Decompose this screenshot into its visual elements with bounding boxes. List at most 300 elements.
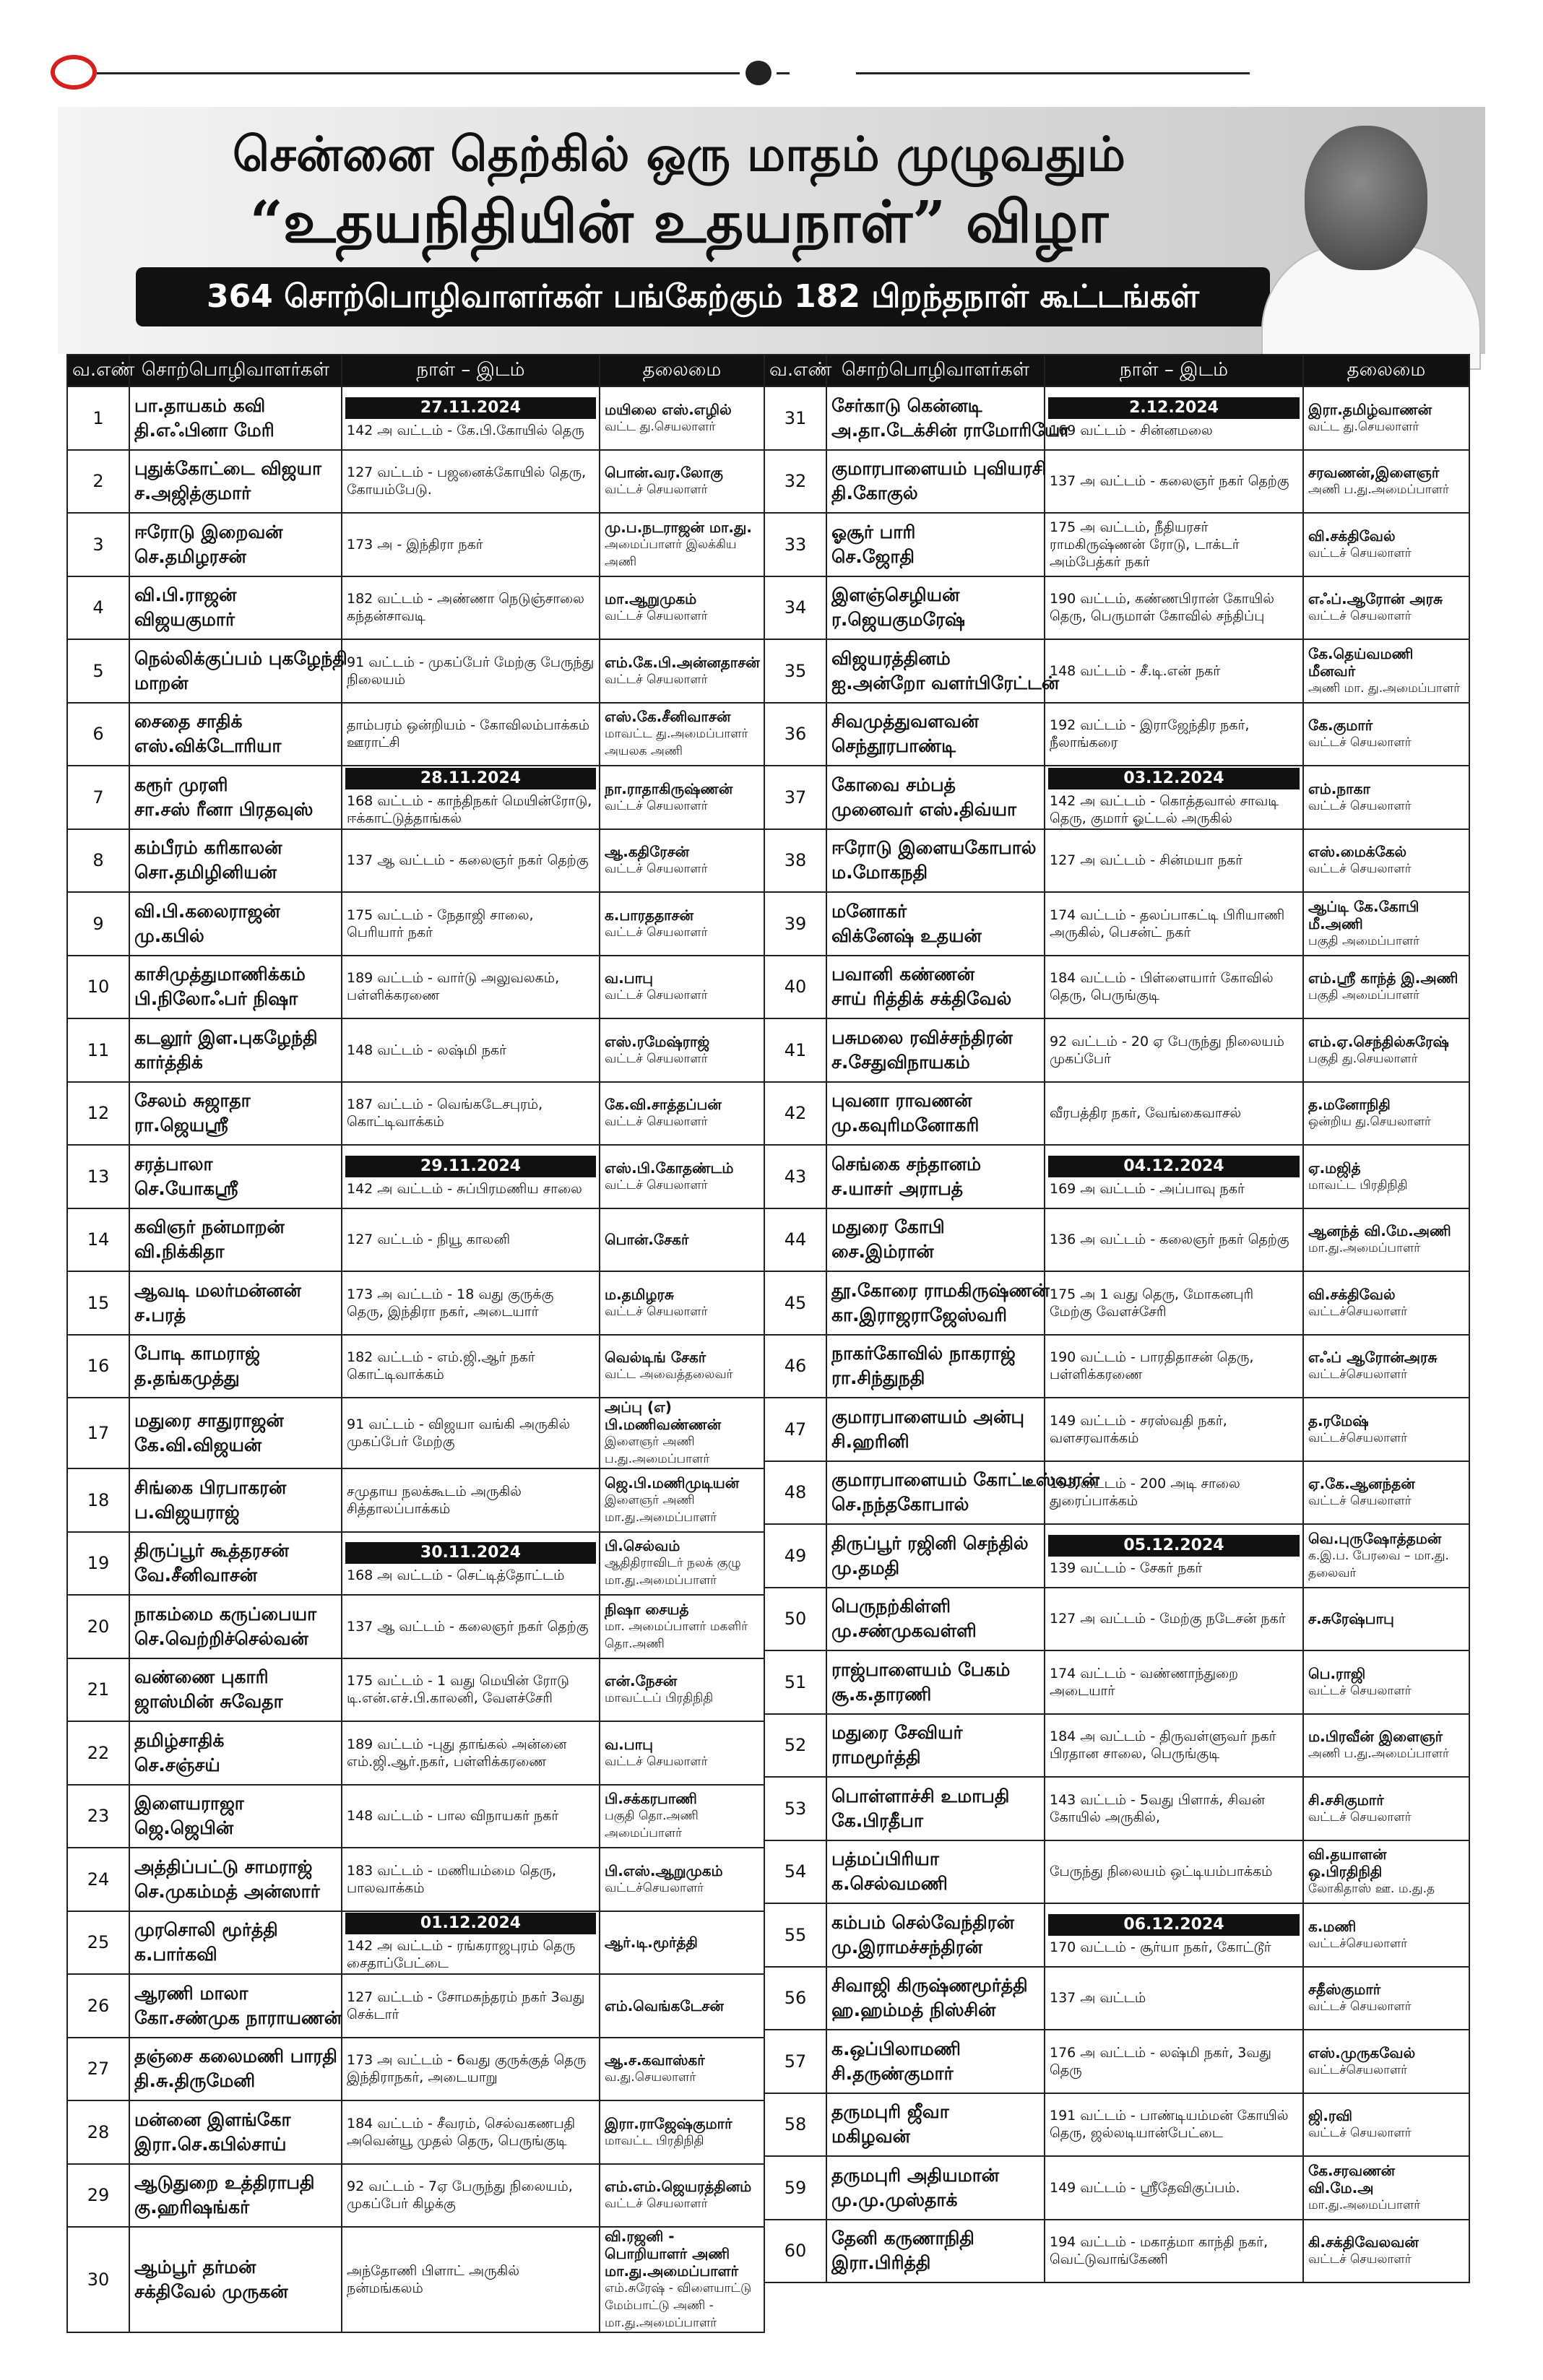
event-venue: 127 வட்டம் - சோமசுந்தரம் நகர் 3வது செக்டார் bbox=[347, 1989, 585, 2022]
chair-role: வட்டச் செயலாளர் bbox=[1308, 862, 1412, 877]
speakers-cell bbox=[129, 766, 342, 829]
chair-cell bbox=[1303, 1208, 1469, 1272]
event-venue: 142 அ வட்டம் - கொத்தவால் சாவடி தெரு, குமார் ஓட்டல் அருகில் bbox=[1050, 792, 1279, 826]
speaker-name: மன்னை இளங்கோ bbox=[134, 2108, 291, 2130]
speaker-name: மதுரை சேவியர் bbox=[831, 1722, 963, 1744]
date-place-cell bbox=[1045, 1903, 1303, 1967]
event-venue: 175 வட்டம் - 1 வது மெயின் ரோடு டி.என்.எச்.பி.காலனி, வேளச்சேரி bbox=[347, 1673, 570, 1707]
speaker-name: நாகம்மை கருப்பையா bbox=[134, 1603, 317, 1624]
speaker-name: புதுக்கோட்டை விஜயா bbox=[134, 458, 322, 480]
chair-name: பொன்.வர.லோகு bbox=[605, 464, 723, 482]
chair-cell bbox=[1303, 1840, 1469, 1904]
table-row bbox=[764, 450, 1469, 514]
table-row bbox=[764, 386, 1469, 450]
speaker-name: ராஜ்பாளையம் பேகம் bbox=[831, 1658, 1011, 1680]
row-number: 1 bbox=[67, 386, 129, 450]
table-row bbox=[764, 2220, 1469, 2283]
row-number: 11 bbox=[67, 1018, 129, 1082]
row-number: 4 bbox=[67, 576, 129, 640]
speaker-name: ச.யாசர் அராபத் bbox=[831, 1177, 964, 1199]
event-venue: 173 அ - இந்திரா நகர் bbox=[347, 536, 483, 553]
col-header-no: வ.எண் bbox=[764, 355, 826, 386]
chair-role: வட்டச் செயலாளர் bbox=[605, 483, 708, 498]
date-place-cell bbox=[342, 450, 600, 514]
event-venue: 194 வட்டம் - மகாத்மா காந்தி நகர், வெட்டுவாங்கேணி bbox=[1050, 2234, 1268, 2268]
speaker-name: ஜாஸ்மின் சுவேதா bbox=[134, 1691, 283, 1713]
speaker-name: பி.நிலோஃபர் நிஷா bbox=[134, 988, 298, 1010]
speakers-cell bbox=[129, 1018, 342, 1082]
speaker-name: தமிழ்சாதிக் bbox=[134, 1729, 225, 1751]
table-row bbox=[67, 1468, 764, 1532]
table-row bbox=[764, 1840, 1469, 1904]
chair-cell bbox=[1303, 1335, 1469, 1398]
table-row bbox=[67, 1532, 764, 1596]
chair-name: ஜெ.பி.மணிமுடியன் bbox=[605, 1474, 740, 1492]
speaker-name: ரா.ஜெயஸ்ரீ bbox=[134, 1115, 228, 1136]
speaker-name: செ.ஜோதி bbox=[831, 545, 915, 567]
date-place-cell bbox=[342, 1532, 600, 1596]
event-venue: 91 வட்டம் - விஜயா வங்கி அருகில் முகப்பேர் மேற்கு bbox=[347, 1416, 571, 1450]
chair-name: எம்.ஸ்ரீ காந்த் இ.அணி bbox=[1308, 969, 1458, 987]
speaker-name: சிங்கை பிரபாகரன் bbox=[134, 1476, 287, 1498]
speakers-cell bbox=[129, 1658, 342, 1722]
speakers-cell bbox=[826, 766, 1045, 829]
event-venue: 149 வட்டம் - சரஸ்வதி நகர், வளசரவாக்கம் bbox=[1050, 1412, 1227, 1446]
event-venue: சமுதாய நலக்கூடம் அருகில் சித்தாலப்பாக்கம் bbox=[347, 1483, 522, 1517]
row-number: 39 bbox=[764, 892, 826, 956]
date-place-cell bbox=[1045, 1650, 1303, 1714]
speakers-cell bbox=[129, 1785, 342, 1848]
chair-name: எஸ்.முருகவேல் bbox=[1308, 2043, 1416, 2061]
event-venue: வீரபத்திர நகர், வேங்கைவாசல் bbox=[1050, 1105, 1242, 1122]
date-place-cell bbox=[342, 892, 600, 956]
event-venue: 169 அ வட்டம் - அப்பாவு நகர் bbox=[1050, 1180, 1245, 1197]
row-number: 53 bbox=[764, 1777, 826, 1840]
chair-role: வட்டச் செயலாளர் bbox=[1308, 1683, 1412, 1698]
speakers-cell bbox=[129, 1271, 342, 1335]
event-venue: பேருந்து நிலையம் ஒட்டியம்பாக்கம் bbox=[1050, 1864, 1273, 1880]
chair-cell bbox=[1303, 2220, 1469, 2283]
chair-cell bbox=[600, 1082, 764, 1146]
date-place-cell bbox=[1045, 513, 1303, 576]
date-place-cell bbox=[342, 766, 600, 829]
speakers-cell bbox=[826, 386, 1070, 450]
speaker-name: சா.சஸ் ரீனா பிரதவுஸ் bbox=[134, 798, 314, 820]
page-header-rule bbox=[51, 52, 1250, 95]
speaker-name: தூ.கோரை ராமகிருஷ்ணன் bbox=[831, 1279, 1050, 1301]
speaker-name: கரூர் முரளி bbox=[134, 774, 228, 795]
table-row bbox=[764, 1777, 1469, 1840]
speaker-name: செ.சஞ்சய் bbox=[134, 1754, 220, 1775]
row-number: 44 bbox=[764, 1208, 826, 1272]
speakers-cell bbox=[129, 892, 342, 956]
speakers-cell bbox=[129, 1911, 342, 1975]
event-venue: 190 வட்டம் - பாரதிதாசன் தெரு, பள்ளிக்கரணை bbox=[1050, 1349, 1254, 1383]
chair-name: ஆ.ச.கவாஸ்கர் bbox=[605, 2051, 705, 2069]
speakers-cell bbox=[129, 1595, 342, 1658]
row-number: 56 bbox=[764, 1967, 826, 2030]
event-venue: 184 வட்டம் - பிள்ளையார் கோவில் தெரு, பெருங்குடி bbox=[1050, 970, 1274, 1004]
speakers-cell bbox=[826, 1335, 1045, 1398]
event-venue: 169 வட்டம் - சின்னமலை bbox=[1050, 422, 1213, 438]
speakers-cell bbox=[826, 1777, 1045, 1840]
chair-name: எஃப் ஆரோன்அரசு bbox=[1308, 1349, 1438, 1367]
chair-role: லோகிதாஸ் ஊ. ம.து.த bbox=[1308, 1882, 1435, 1897]
table-row bbox=[67, 766, 764, 829]
speaker-name: பவானி கண்ணன் bbox=[831, 964, 975, 985]
event-date: 28.11.2024 bbox=[345, 768, 596, 789]
chair-cell bbox=[600, 1468, 764, 1532]
speaker-name: சி.ஹரினி bbox=[831, 1430, 909, 1452]
speaker-name: புவனா ராவணன் bbox=[831, 1090, 972, 1112]
event-venue: 192 வட்டம் - இராஜேந்திர நகர், நீலாங்கரை bbox=[1050, 717, 1250, 751]
row-number: 54 bbox=[764, 1840, 826, 1904]
chair-cell bbox=[1303, 1903, 1469, 1967]
date-place-cell bbox=[342, 2164, 600, 2228]
speakers-cell bbox=[826, 1082, 1045, 1146]
chair-name: ஆர்.டி.மூர்த்தி bbox=[605, 1934, 698, 1952]
speakers-cell bbox=[129, 1082, 342, 1146]
speakers-cell bbox=[129, 639, 347, 703]
event-venue: தாம்பரம் ஒன்றியம் - கோவிலம்பாக்கம் ஊராட்சி bbox=[347, 717, 589, 751]
date-place-cell bbox=[342, 513, 600, 576]
chair-name: வெல்டிங் சேகர் bbox=[605, 1349, 706, 1367]
event-venue: அந்தோணி பிளாட் அருகில் நன்மங்கலம் bbox=[347, 2263, 520, 2296]
speaker-name: வி.பி.கலைராஜன் bbox=[134, 900, 280, 922]
speaker-name: குமாரபாளையம் கோட்டீஸ்வரன் bbox=[831, 1469, 1099, 1491]
chair-name: வ.பாபு bbox=[605, 969, 653, 987]
speaker-name: வண்ணை புகாரி bbox=[134, 1666, 269, 1688]
col-header-chair: தலைமை bbox=[1303, 355, 1469, 386]
speakers-cell bbox=[826, 1461, 1099, 1525]
date-place-cell bbox=[342, 2227, 600, 2332]
chair-name: எஸ்.பி.கோதண்டம் bbox=[605, 1159, 734, 1177]
chair-name: ம.பிரவீன் இளைஞர் bbox=[1308, 1728, 1443, 1746]
speaker-name: சை.இம்ரான் bbox=[831, 1241, 934, 1263]
chair-role: வட்டச் செயலாளர் bbox=[605, 862, 708, 877]
date-place-cell bbox=[1045, 956, 1303, 1019]
date-place-cell bbox=[1045, 1208, 1303, 1272]
chair-role: வட்டச் செயலாளர் bbox=[605, 1754, 708, 1769]
row-number: 12 bbox=[67, 1082, 129, 1146]
speaker-name: இளஞ்செழியன் bbox=[831, 584, 960, 606]
chair-cell bbox=[600, 386, 764, 450]
chair-role: வட்டச் செயலாளர் bbox=[605, 672, 708, 687]
speaker-name: சிவாஜி கிருஷ்ணமூர்த்தி bbox=[831, 1975, 1028, 1996]
chair-cell bbox=[1303, 1461, 1469, 1525]
date-place-cell bbox=[1045, 1840, 1303, 1904]
date-place-cell bbox=[1045, 1018, 1303, 1082]
event-venue: 184 வட்டம் - சீவரம், செல்வகணபதி அவென்யூ முதல் தெரு, பெருங்குடி bbox=[347, 2115, 576, 2149]
event-date: 29.11.2024 bbox=[345, 1156, 596, 1177]
row-number: 19 bbox=[67, 1532, 129, 1596]
speaker-name: ச.பரத் bbox=[134, 1304, 186, 1325]
speaker-name: வே.சீனிவாசன் bbox=[134, 1565, 257, 1586]
chair-name: பெ.ராஜி bbox=[1308, 1664, 1366, 1682]
speakers-cell bbox=[129, 2164, 342, 2228]
speaker-name: த.தங்கமுத்து bbox=[134, 1367, 240, 1389]
row-number: 21 bbox=[67, 1658, 129, 1722]
speakers-cell bbox=[826, 1588, 1045, 1651]
table-row bbox=[67, 1018, 764, 1082]
chair-name: வி.சக்திவேல் bbox=[1308, 1285, 1396, 1303]
speaker-name: சாய் ரித்திக் சக்திவேல் bbox=[831, 988, 1012, 1010]
speaker-name: ஆடுதுறை உத்திராபதி bbox=[134, 2172, 315, 2194]
speakers-cell bbox=[129, 1532, 342, 1596]
chair-role: வட்ட து.செயலாளர் bbox=[605, 419, 716, 434]
chair-name: மு.ப.நடராஜன் மா.து. bbox=[605, 518, 752, 536]
chair-name: அப்பு (எ) பி.மணிவண்ணன் bbox=[605, 1398, 722, 1433]
chair-cell bbox=[600, 892, 764, 956]
event-venue: 143 வட்டம் - 5வது பிளாக், சிவன் கோயில் அருகில், bbox=[1050, 1791, 1265, 1825]
date-place-cell bbox=[342, 1658, 600, 1722]
chair-name: எம்.ஏ.செந்தில்சுரேஷ் bbox=[1308, 1032, 1449, 1050]
chair-role: வ.து.செயலாளர் bbox=[605, 2070, 696, 2085]
speaker-name: செ.வெற்றிச்செல்வன் bbox=[134, 1627, 308, 1649]
chair-cell bbox=[1303, 2156, 1469, 2220]
table-row bbox=[67, 2038, 764, 2101]
event-venue: 92 வட்டம் - 7ஏ பேருந்து நிலையம், முகப்பேர் கிழக்கு bbox=[347, 2178, 573, 2212]
event-venue: 148 வட்டம் - சீ.டி.என் நகர் bbox=[1050, 662, 1221, 679]
speaker-name: கம்பம் செல்வேந்திரன் bbox=[831, 1911, 1014, 1933]
speakers-cell bbox=[129, 829, 342, 893]
speaker-name: தி.சு.திருமேனி bbox=[134, 2070, 256, 2092]
event-date: 01.12.2024 bbox=[345, 1913, 596, 1934]
table-row bbox=[764, 2093, 1469, 2157]
chair-cell bbox=[1303, 1145, 1469, 1208]
chair-role: மாவட்டப் பிரதிநிதி bbox=[605, 1691, 714, 1706]
chair-role: வட்டச் செயலாளர் bbox=[605, 1177, 708, 1193]
event-venue: 176 அ வட்டம் - லஷ்மி நகர், 3வது தெரு bbox=[1050, 2044, 1271, 2078]
chair-role: வட்டச் செயலாளர் bbox=[605, 925, 708, 940]
event-venue: 183 வட்டம் - மணியம்மை தெரு, பாலவாக்கம் bbox=[347, 1862, 557, 1896]
headline-line1: சென்னை தெற்கில் ஒரு மாதம் முழுவதும் bbox=[233, 126, 1125, 182]
row-number: 34 bbox=[764, 576, 826, 640]
event-venue: 173 அ வட்டம் - 18 வது குருக்கு தெரு, இந்திரா நகர், அடையார் bbox=[347, 1286, 554, 1320]
event-date: 03.12.2024 bbox=[1048, 768, 1300, 789]
col-header-place: நாள் – இடம் bbox=[1045, 355, 1303, 386]
date-place-cell bbox=[342, 2038, 600, 2101]
chair-role: வட்டச் செயலாளர் bbox=[1308, 2252, 1412, 2267]
chair-name: ச.சுரேஷ்பாபு bbox=[1308, 1610, 1394, 1628]
chair-cell bbox=[1303, 2093, 1469, 2157]
speakers-cell bbox=[129, 2227, 342, 2332]
chair-cell bbox=[600, 829, 764, 893]
chair-role: வட்டச்செயலாளர் bbox=[1308, 1936, 1408, 1951]
speaker-name: ம.மோகநதி bbox=[831, 862, 928, 883]
row-number: 47 bbox=[764, 1398, 826, 1461]
chair-cell bbox=[1303, 450, 1469, 514]
chair-cell bbox=[1303, 386, 1469, 450]
speakers-cell bbox=[826, 1145, 1045, 1208]
chair-name: எஸ்.மைக்கேல் bbox=[1308, 843, 1407, 861]
speaker-name: திருப்பூர் ரஜினி செந்தில் bbox=[831, 1532, 1029, 1554]
date-place-cell bbox=[1045, 703, 1303, 766]
chair-name: மா.ஆறுமுகம் bbox=[605, 590, 697, 608]
speaker-name: விஜயகுமார் bbox=[134, 609, 235, 631]
chair-name: கே.குமார் bbox=[1308, 717, 1373, 735]
date-place-cell bbox=[1045, 892, 1303, 956]
table-row bbox=[764, 1082, 1469, 1146]
date-place-cell bbox=[1045, 829, 1303, 893]
chair-role: பகுதி தொ.அணி அமைப்பாளர் bbox=[605, 1809, 699, 1841]
speaker-name: சூ.க.தாரணி bbox=[831, 1683, 932, 1705]
date-place-cell bbox=[1045, 639, 1303, 703]
speaker-name: வி.நிக்கிதா bbox=[134, 1241, 225, 1263]
chair-cell bbox=[600, 1658, 764, 1722]
chair-role: அமைப்பாளர் இலக்கிய அணி bbox=[605, 537, 737, 569]
chair-name: வி.சக்திவேல் bbox=[1308, 527, 1396, 545]
chair-role: வட்டச் செயலாளர் bbox=[1308, 735, 1412, 750]
chair-name: த.மனோநிதி bbox=[1308, 1096, 1391, 1114]
table-row bbox=[67, 450, 764, 514]
speaker-name: ஐ.அன்றோ வளர்பிரேட்டன் bbox=[831, 672, 1060, 693]
speaker-name: மு.இராமச்சந்திரன் bbox=[831, 1936, 983, 1957]
chair-cell bbox=[1303, 2030, 1469, 2093]
speakers-cell bbox=[129, 1335, 342, 1398]
date-place-cell bbox=[1045, 1777, 1303, 1840]
table-row bbox=[67, 829, 764, 893]
date-place-cell bbox=[1045, 766, 1303, 829]
chair-role: க.இ.ப. பேரவை – மா.து. தலைவர் bbox=[1308, 1548, 1449, 1580]
row-number: 18 bbox=[67, 1468, 129, 1532]
chair-role: வட்டச் செயலாளர் bbox=[605, 1304, 708, 1319]
speaker-name: ரா.சிந்துநதி bbox=[831, 1367, 925, 1389]
row-number: 9 bbox=[67, 892, 129, 956]
chair-name: என்.நேசன் bbox=[605, 1672, 678, 1690]
chair-role: வட்டச் செயலாளர் bbox=[605, 1051, 708, 1066]
chair-role: வட்டச்செயலாளர் bbox=[1308, 1367, 1408, 1382]
chair-cell bbox=[600, 1398, 764, 1468]
row-number: 50 bbox=[764, 1588, 826, 1651]
row-number: 24 bbox=[67, 1848, 129, 1911]
chair-name: எஃப்.ஆரோன் அரசு bbox=[1308, 590, 1443, 608]
speaker-name: பா.தாயகம் கவி bbox=[134, 394, 266, 416]
chair-role: வட்டச் செயலாளர் bbox=[1308, 2126, 1412, 2141]
table-row bbox=[67, 1145, 764, 1208]
table-row bbox=[764, 1018, 1469, 1082]
chair-role: வட்டச்செயலாளர் bbox=[605, 1880, 704, 1895]
speakers-cell bbox=[826, 1018, 1045, 1082]
table-row bbox=[67, 1271, 764, 1335]
speaker-name: ஈரோடு இளையகோபால் bbox=[831, 837, 1037, 859]
chair-cell bbox=[1303, 513, 1469, 576]
speaker-name: மு.மு.முஸ்தாக் bbox=[831, 2189, 958, 2210]
headline-line2: “உதயநிதியின் உதயநாள்” விழா bbox=[249, 188, 1109, 256]
row-number: 38 bbox=[764, 829, 826, 893]
chair-role: மாவட்ட பிரதிநிதி bbox=[605, 2133, 704, 2148]
table-row bbox=[764, 1714, 1469, 1778]
speaker-name: நெல்லிக்குப்பம் புகழேந்தி bbox=[134, 647, 347, 669]
chair-cell bbox=[600, 1785, 764, 1848]
speaker-name: கோ.சண்முக நாராயணன் bbox=[134, 2007, 342, 2028]
date-place-cell bbox=[1045, 2030, 1303, 2093]
chair-name: பொன்.சேகர் bbox=[605, 1231, 689, 1249]
chair-name: சதீஸ்குமார் bbox=[1308, 1981, 1381, 1999]
table-row bbox=[67, 703, 764, 766]
speaker-name: பொள்ளாச்சி உமாபதி bbox=[831, 1785, 1010, 1806]
chair-role: அணி மா. து.அமைப்பாளர் bbox=[1308, 680, 1461, 696]
chair-name: ஆனந்த் வி.மே.அணி bbox=[1308, 1222, 1451, 1240]
event-venue: 136 அ வட்டம் - கலைஞர் நகர் தெற்கு bbox=[1050, 1232, 1289, 1248]
table-row bbox=[67, 1721, 764, 1785]
event-venue: 189 வட்டம் -புது தாங்கல் அன்னை எம்.ஜி.ஆர்.நகர், பள்ளிக்கரணை bbox=[347, 1736, 567, 1770]
chair-role: வட்டச் செயலாளர் bbox=[605, 988, 708, 1003]
row-number: 58 bbox=[764, 2093, 826, 2157]
speaker-name: ஈரோடு இறைவன் bbox=[134, 521, 283, 542]
event-venue: 168 அ வட்டம் - செட்டித்தோட்டம் bbox=[347, 1567, 565, 1584]
speakers-cell bbox=[826, 1714, 1045, 1778]
chair-name: வி.தயாளன் ஒ.பிரதிநிதி bbox=[1308, 1845, 1387, 1881]
event-venue: 137 அ வட்டம் - கலைஞர் நகர் தெற்கு bbox=[1050, 473, 1289, 490]
event-venue: 127 வட்டம் - பஜனைக்கோயில் தெரு, கோயம்பேடு. bbox=[347, 464, 587, 498]
speaker-name: ப.விஜயராஜ் bbox=[134, 1501, 240, 1523]
speakers-cell bbox=[826, 2030, 1045, 2093]
event-venue: 127 அ வட்டம் - சின்மயா நகர் bbox=[1050, 852, 1243, 869]
row-number: 23 bbox=[67, 1785, 129, 1848]
chair-name: பி.செல்வம் bbox=[605, 1537, 680, 1555]
chair-role: வட்டச் செயலாளர் bbox=[1308, 1999, 1412, 2015]
chair-cell bbox=[1303, 1650, 1469, 1714]
speakers-cell bbox=[826, 639, 1060, 703]
event-venue: 191 வட்டம் - பாண்டியம்மன் கோயில் தெரு, ஜல்லடியான்பேட்டை bbox=[1050, 2108, 1289, 2142]
event-venue: 182 வட்டம் - எம்.ஜி.ஆர் நகர் கொட்டிவாக்கம் bbox=[347, 1349, 535, 1383]
chair-role: வட்டச் செயலாளர் bbox=[1308, 1809, 1412, 1825]
speaker-name: முரசொலி மூர்த்தி bbox=[134, 1919, 278, 1941]
date-place-cell bbox=[342, 1335, 600, 1398]
speaker-name: ஆரணி மாலா bbox=[134, 1982, 248, 2004]
date-place-cell bbox=[1045, 2093, 1303, 2157]
chair-cell bbox=[600, 450, 764, 514]
speakers-cell bbox=[826, 956, 1045, 1019]
table-row bbox=[67, 1335, 764, 1398]
speakers-cell bbox=[129, 956, 342, 1019]
row-number: 14 bbox=[67, 1208, 129, 1272]
chair-role: மாவட்ட பிரதிநிதி bbox=[1308, 1177, 1408, 1193]
table-row bbox=[764, 1461, 1469, 1525]
chair-cell bbox=[600, 2164, 764, 2228]
row-number: 36 bbox=[764, 703, 826, 766]
speakers-cell bbox=[826, 703, 1045, 766]
chair-cell bbox=[1303, 1082, 1469, 1146]
chair-role: வட்டச் செயலாளர் bbox=[1308, 798, 1412, 813]
date-place-cell bbox=[342, 1785, 600, 1848]
table-row bbox=[764, 829, 1469, 893]
table-row bbox=[67, 1082, 764, 1146]
chair-cell bbox=[600, 1145, 764, 1208]
speaker-name: நாகர்கோவில் நாகராஜ் bbox=[831, 1343, 1016, 1364]
table-row bbox=[764, 576, 1469, 640]
speaker-name: தி.எஃபினா மேரி bbox=[134, 419, 275, 441]
speaker-name: தருமபுரி அதியமான் bbox=[831, 2164, 999, 2186]
chair-cell bbox=[1303, 1271, 1469, 1335]
speakers-cell bbox=[129, 513, 342, 576]
table-row bbox=[67, 1911, 764, 1975]
table-row bbox=[764, 766, 1469, 829]
row-number: 43 bbox=[764, 1145, 826, 1208]
table-row bbox=[764, 956, 1469, 1019]
chair-name: எம்.வெங்கடேசன் bbox=[605, 1996, 724, 2015]
event-venue: 127 அ வட்டம் - மேற்கு நடேசன் நகர் bbox=[1050, 1611, 1286, 1627]
chair-cell bbox=[1303, 829, 1469, 893]
speakers-cell bbox=[129, 1848, 342, 1911]
speaker-name: ஆம்பூர் தர்மன் bbox=[134, 2256, 256, 2277]
col-header-speakers: சொற்பொழிவாளர்கள் bbox=[826, 355, 1045, 386]
row-number: 29 bbox=[67, 2164, 129, 2228]
date-place-cell bbox=[342, 1721, 600, 1785]
speakers-cell bbox=[129, 1208, 342, 1272]
speaker-name: மு.கபில் bbox=[134, 925, 204, 946]
